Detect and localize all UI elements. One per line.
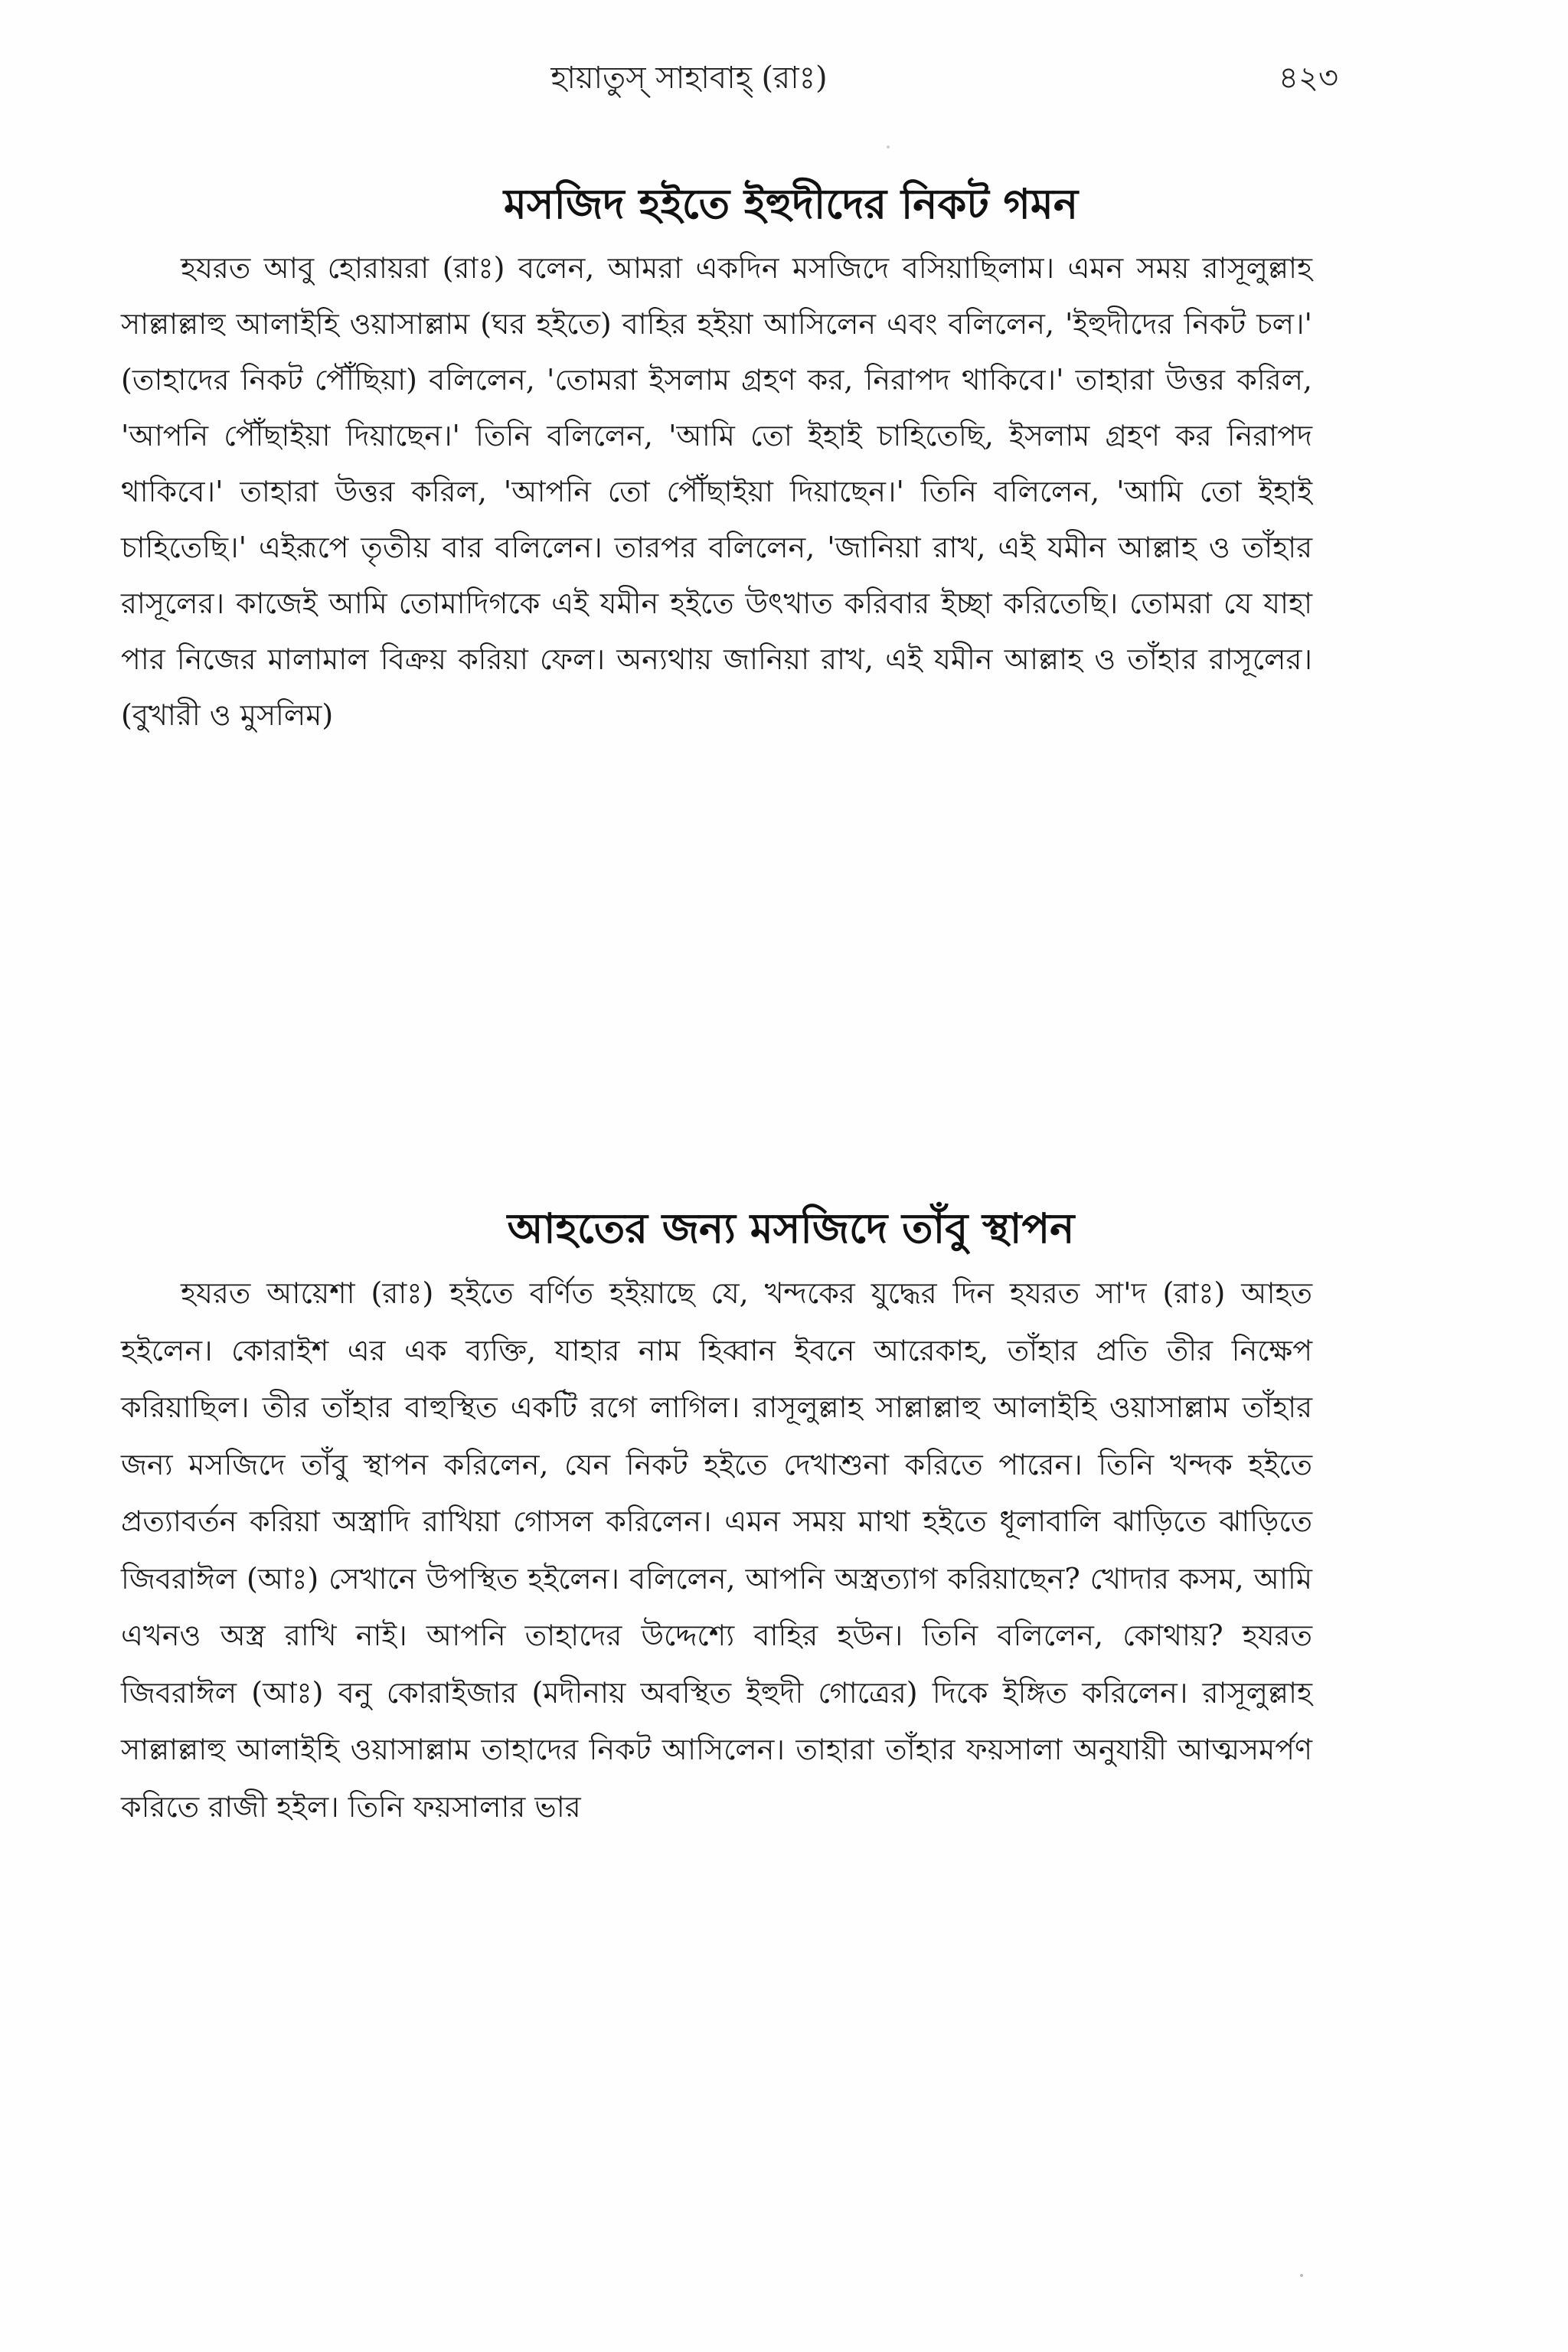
- section-mosque-to-jews: [0, 167, 1568, 743]
- section-tent-in-mosque: [0, 1191, 1568, 1835]
- section-heading: আহতের জন্য মসজিদে তাঁবু স্থাপন: [507, 1204, 1075, 1253]
- running-header: [0, 47, 1568, 109]
- section-paragraph: হযরত আয়েশা (রাঃ) হইতে বর্ণিত হইয়াছে যে, খন্দকের যুদ্ধের দিন হযরত সা'দ (রাঃ) আহত হইলেন। কোরাইশ এর এক ব্যক্তি, যাহার নাম হিব্বান ইবনে আরেকাহ, তাঁহার প্রতি তীর নিক্ষেপ করিয়াছিল। তীর তাঁহার বাহুস্থিত একটি রগে লাগিল। রাসূলুল্লাহ সাল্লাল্লাহু আলাইহি ওয়াসাল্লাম তাঁহার জন্য মসজিদে তাঁবু স্থাপন করিলেন, যেন নিকট হইতে দেখাশুনা করিতে পারেন। তিনি খন্দক হইতে প্রত্যাবর্তন করিয়া অস্ত্রাদি রাখিয়া গোসল করিলেন। এমন সময় মাথা হইতে ধূলাবালি ঝাড়িতে ঝাড়িতে জিবরাঈল (আঃ) সেখানে উপস্থিত হইলেন। বলিলেন, আপনি অস্ত্রত্যাগ করিয়াছেন? খোদার কসম, আমি এখনও অস্ত্র রাখি নাই। আপনি তাহাদের উদ্দেশ্যে বাহির হউন। তিনি বলিলেন, কোথায়? হযরত জিবরাঈল (আঃ) বনু কোরাইজার (মদীনায় অবস্থিত ইহুদী গোত্রের) দিকে ইঙ্গিত করিলেন। রাসূলুল্লাহ সাল্লাল্লাহু আলাইহি ওয়াসাল্লাম তাহাদের নিকট আসিলেন। তাহারা তাঁহার ফয়সালা অনুযায়ী আত্মসমর্পণ করিতে রাজী হইল। তিনি ফয়সালার ভার: [121, 1276, 1312, 1824]
- section-paragraph: হযরত আবু হোরায়রা (রাঃ) বলেন, আমরা একদিন মসজিদে বসিয়াছিলাম। এমন সময় রাসূলুল্লাহ সাল্লাল্লাহু আলাইহি ওয়াসাল্লাম (ঘর হইতে) বাহির হইয়া আসিলেন এবং বলিলেন, 'ইহুদীদের নিকট চল।' (তাহাদের নিকট পৌঁছিয়া) বলিলেন, 'তোমরা ইসলাম গ্রহণ কর, নিরাপদ থাকিবে।' তাহারা উত্তর করিল, 'আপনি পৌঁছাইয়া দিয়াছেন।' তিনি বলিলেন, 'আমি তো ইহাই চাহিতেছি, ইসলাম গ্রহণ কর নিরাপদ থাকিবে।' তাহারা উত্তর করিল, 'আপনি তো পৌঁছাইয়া দিয়াছেন।' তিনি বলিলেন, 'আমি তো ইহাই চাহিতেছি।' এইরূপে তৃতীয় বার বলিলেন। তারপর বলিলেন, 'জানিয়া রাখ, এই যমীন আল্লাহ ও তাঁহার রাসূলের। কাজেই আমি তোমাদিগকে এই যমীন হইতে উৎখাত করিবার ইচ্ছা করিতেছি। তোমরা যে যাহা পার নিজের মালামাল বিক্রয় করিয়া ফেল। অন্যথায় জানিয়া রাখ, এই যমীন আল্লাহ ও তাঁহার রাসূলের। (বুখারী ও মুসলিম): [121, 251, 1312, 732]
- scan-speck: [1300, 2274, 1303, 2277]
- scan-speck: [887, 145, 890, 149]
- book-title: হায়াতুস্ সাহাবাহ্ (রাঃ): [550, 60, 828, 96]
- section-heading: মসজিদ হইতে ইহুদীদের নিকট গমন: [503, 179, 1079, 228]
- page-number: ৪২৩: [1279, 60, 1338, 96]
